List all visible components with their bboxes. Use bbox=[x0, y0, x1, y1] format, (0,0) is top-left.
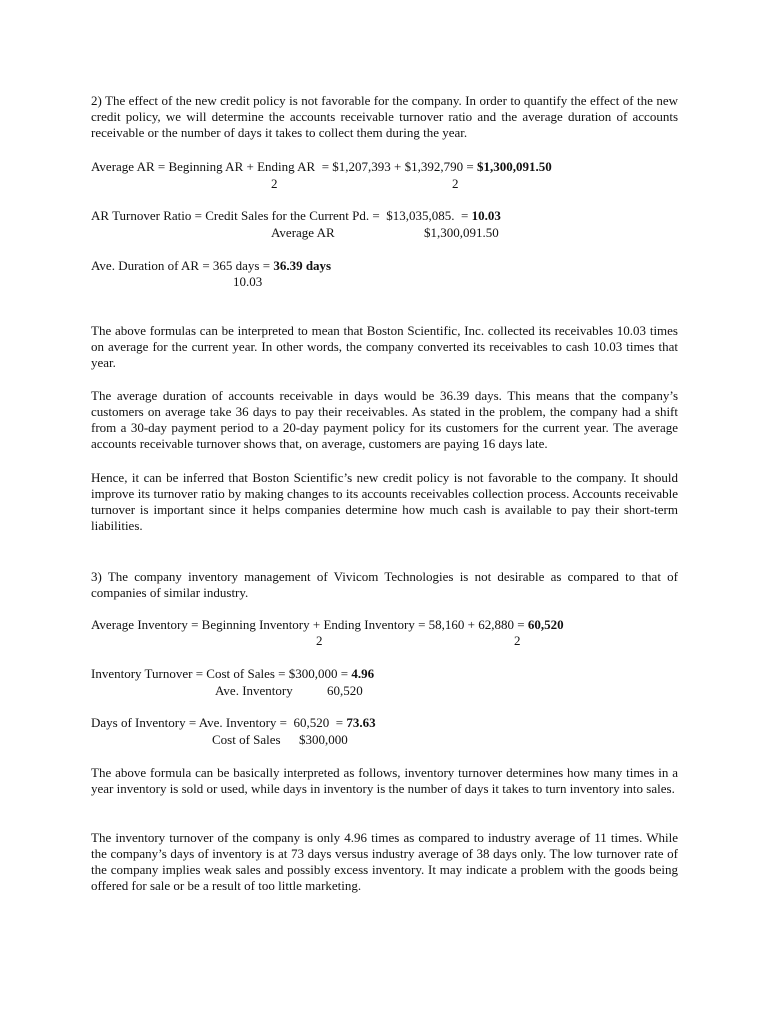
inventory-turnover-formula bbox=[91, 666, 374, 682]
section2-paragraph-3: Hence, it can be inferred that Boston Scientific’s new credit policy is not favorable to the company. It should improve its turnover ratio by making changes to its accounts receivables collection process. Accounts receivable turnover is important since it helps companies determine how much cash is available to pay their short-term liabilities. bbox=[91, 470, 678, 533]
section3-paragraph-2: The inventory turnover of the company is only 4.96 times as compared to industry average of 11 times. While the company’s days of inventory is at 73 days versus industry average of 38 days only. The low turnover rate of the company implies weak sales and possibly excess inventory. It may indicate a problem with the goods being offered for sale or be a result of too little marketing. bbox=[91, 830, 678, 893]
days-inventory-result: 73.63 bbox=[346, 715, 376, 730]
duration-result: 36.39 days bbox=[273, 258, 332, 273]
ar-turnover-result: 10.03 bbox=[471, 208, 501, 223]
avg-ar-text: Average AR = Beginning AR + Ending AR = $1,207,393 + $1,392,790 = bbox=[91, 159, 477, 174]
days-inventory-denominator-1: Cost of Sales bbox=[212, 732, 281, 747]
section3-paragraph-1: The above formula can be basically interpreted as follows, inventory turnover determines how many times in a year inventory is sold or used, while days in inventory is the number of days it takes to turn inventory into sales. bbox=[91, 765, 678, 796]
inventory-turnover-result: 4.96 bbox=[351, 666, 375, 681]
ar-turnover-text: AR Turnover Ratio = Credit Sales for the Current Pd. = $13,035,085. = bbox=[91, 208, 472, 223]
days-inventory-denominator-2: $300,000 bbox=[299, 732, 348, 747]
avg-inventory-denominator-1: 2 bbox=[316, 633, 323, 648]
section3-intro: 3) The company inventory management of Vivicom Technologies is not desirable as compared to that of companies of similar industry. bbox=[91, 569, 678, 600]
duration-formula bbox=[91, 258, 331, 274]
inventory-turnover-text: Inventory Turnover = Cost of Sales = $300,000 = bbox=[91, 666, 352, 681]
days-inventory-formula bbox=[91, 715, 376, 731]
section2-paragraph-2: The average duration of accounts receivable in days would be 36.39 days. This means that the company’s customers on average take 36 days to pay their receivables. As stated in the problem, the company had a shift from a 30-day payment period to a 20-day payment policy for its customers for the current year. The average accounts receivable turnover shows that, on average, customers are paying 16 days late. bbox=[91, 388, 678, 451]
avg-inventory-text: Average Inventory = Beginning Inventory + Ending Inventory = 58,160 + 62,880 = bbox=[91, 617, 528, 632]
inventory-turnover-denominator-1: Ave. Inventory bbox=[215, 683, 293, 698]
avg-ar-result: $1,300,091.50 bbox=[476, 159, 552, 174]
avg-inventory-result: 60,520 bbox=[527, 617, 564, 632]
ar-turnover-formula bbox=[91, 208, 501, 224]
avg-ar-denominator-2: 2 bbox=[452, 176, 459, 191]
duration-text: Ave. Duration of AR = 365 days = bbox=[91, 258, 274, 273]
days-inventory-text: Days of Inventory = Ave. Inventory = 60,520 = bbox=[91, 715, 347, 730]
ar-turnover-denominator-1: Average AR bbox=[271, 225, 335, 240]
avg-inventory-denominator-2: 2 bbox=[514, 633, 521, 648]
inventory-turnover-denominator-2: 60,520 bbox=[327, 683, 363, 698]
ar-turnover-denominator-2: $1,300,091.50 bbox=[424, 225, 499, 240]
avg-ar-denominator-1: 2 bbox=[271, 176, 278, 191]
duration-denominator: 10.03 bbox=[233, 274, 263, 289]
avg-inventory-formula bbox=[91, 617, 564, 633]
avg-ar-formula bbox=[91, 159, 552, 175]
section2-paragraph-1: The above formulas can be interpreted to mean that Boston Scientific, Inc. collected its receivables 10.03 times on average for the current year. In other words, the company converted its receivables to cash 10.03 times that year. bbox=[91, 323, 678, 370]
section2-intro: 2) The effect of the new credit policy is not favorable for the company. In order to quantify the effect of the new credit policy, we will determine the accounts receivable turnover ratio and the average duration of accounts receivable or the number of days it takes to collect them during the year. bbox=[91, 93, 678, 140]
